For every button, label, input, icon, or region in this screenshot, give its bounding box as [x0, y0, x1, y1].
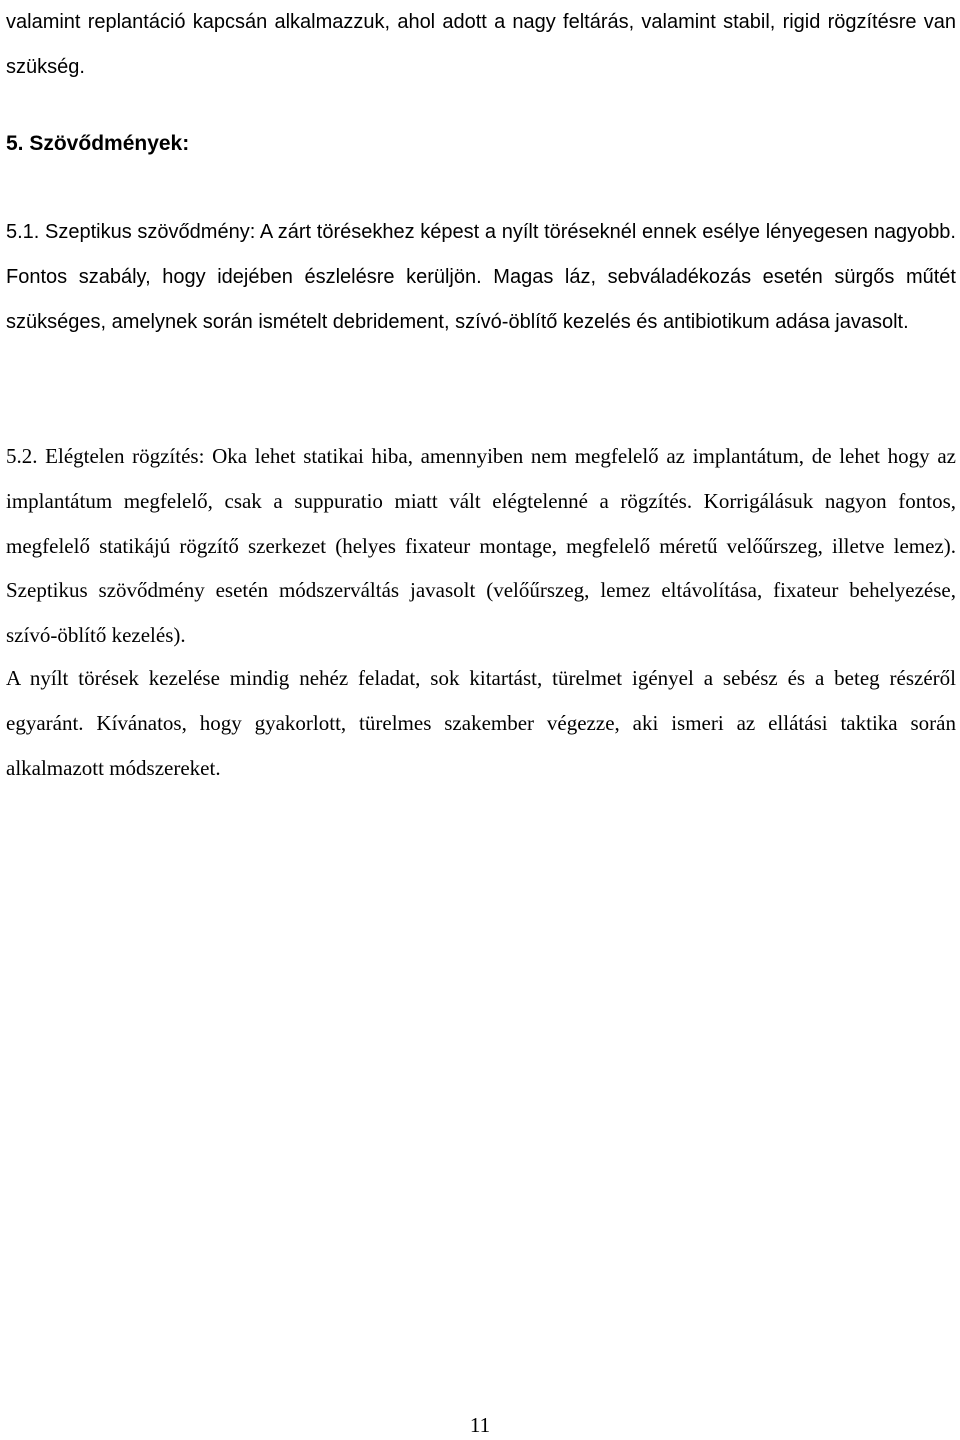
- section-heading: 5. Szövődmények:: [6, 132, 190, 155]
- intro-paragraph: valamint replantáció kapcsán alkalmazzuk, ahol adott a nagy feltárás, valamint stabil, rigid rögzítésre van szükség.: [6, 11, 956, 78]
- page-number: 11: [469, 1413, 491, 1437]
- closing-paragraph: A nyílt törések kezelése mindig nehéz feladat, sok kitartást, türelmet igényel a sebész és a beteg részéről egyaránt. Kívánatos, hogy gyakorlott, türelmes szakember végezze, aki ismeri az ellátási taktika során alkalmazott módszereket.: [6, 666, 956, 780]
- subsection-5-2-paragraph: 5.2. Elégtelen rögzítés: Oka lehet statikai hiba, amennyiben nem megfelelő az implantátum, de lehet hogy az implantátum megfelelő, csak a suppuratio miatt vált elégtelenné a rögzítés. Korrigálásuk nagyon fontos, megfelelő statikájú rögzítő szerkezet (helyes fixateur montage, megfelelő méretű velőűrszeg, illetve lemez). Szeptikus szövődmény esetén módszerváltás javasolt (velőűrszeg, lemez eltávolítása, fixateur behelyezése, szívó-öblítő kezelés).: [6, 444, 956, 648]
- subsection-5-1-paragraph: 5.1. Szeptikus szövődmény: A zárt törésekhez képest a nyílt töréseknél ennek esélye lényegesen nagyobb. Fontos szabály, hogy idejében észlelésre kerüljön. Magas láz, sebváladékozás esetén sürgős műtét szükséges, amelynek során ismételt debridement, szívó-öblítő kezelés és antibiotikum adása javasolt.: [6, 221, 956, 333]
